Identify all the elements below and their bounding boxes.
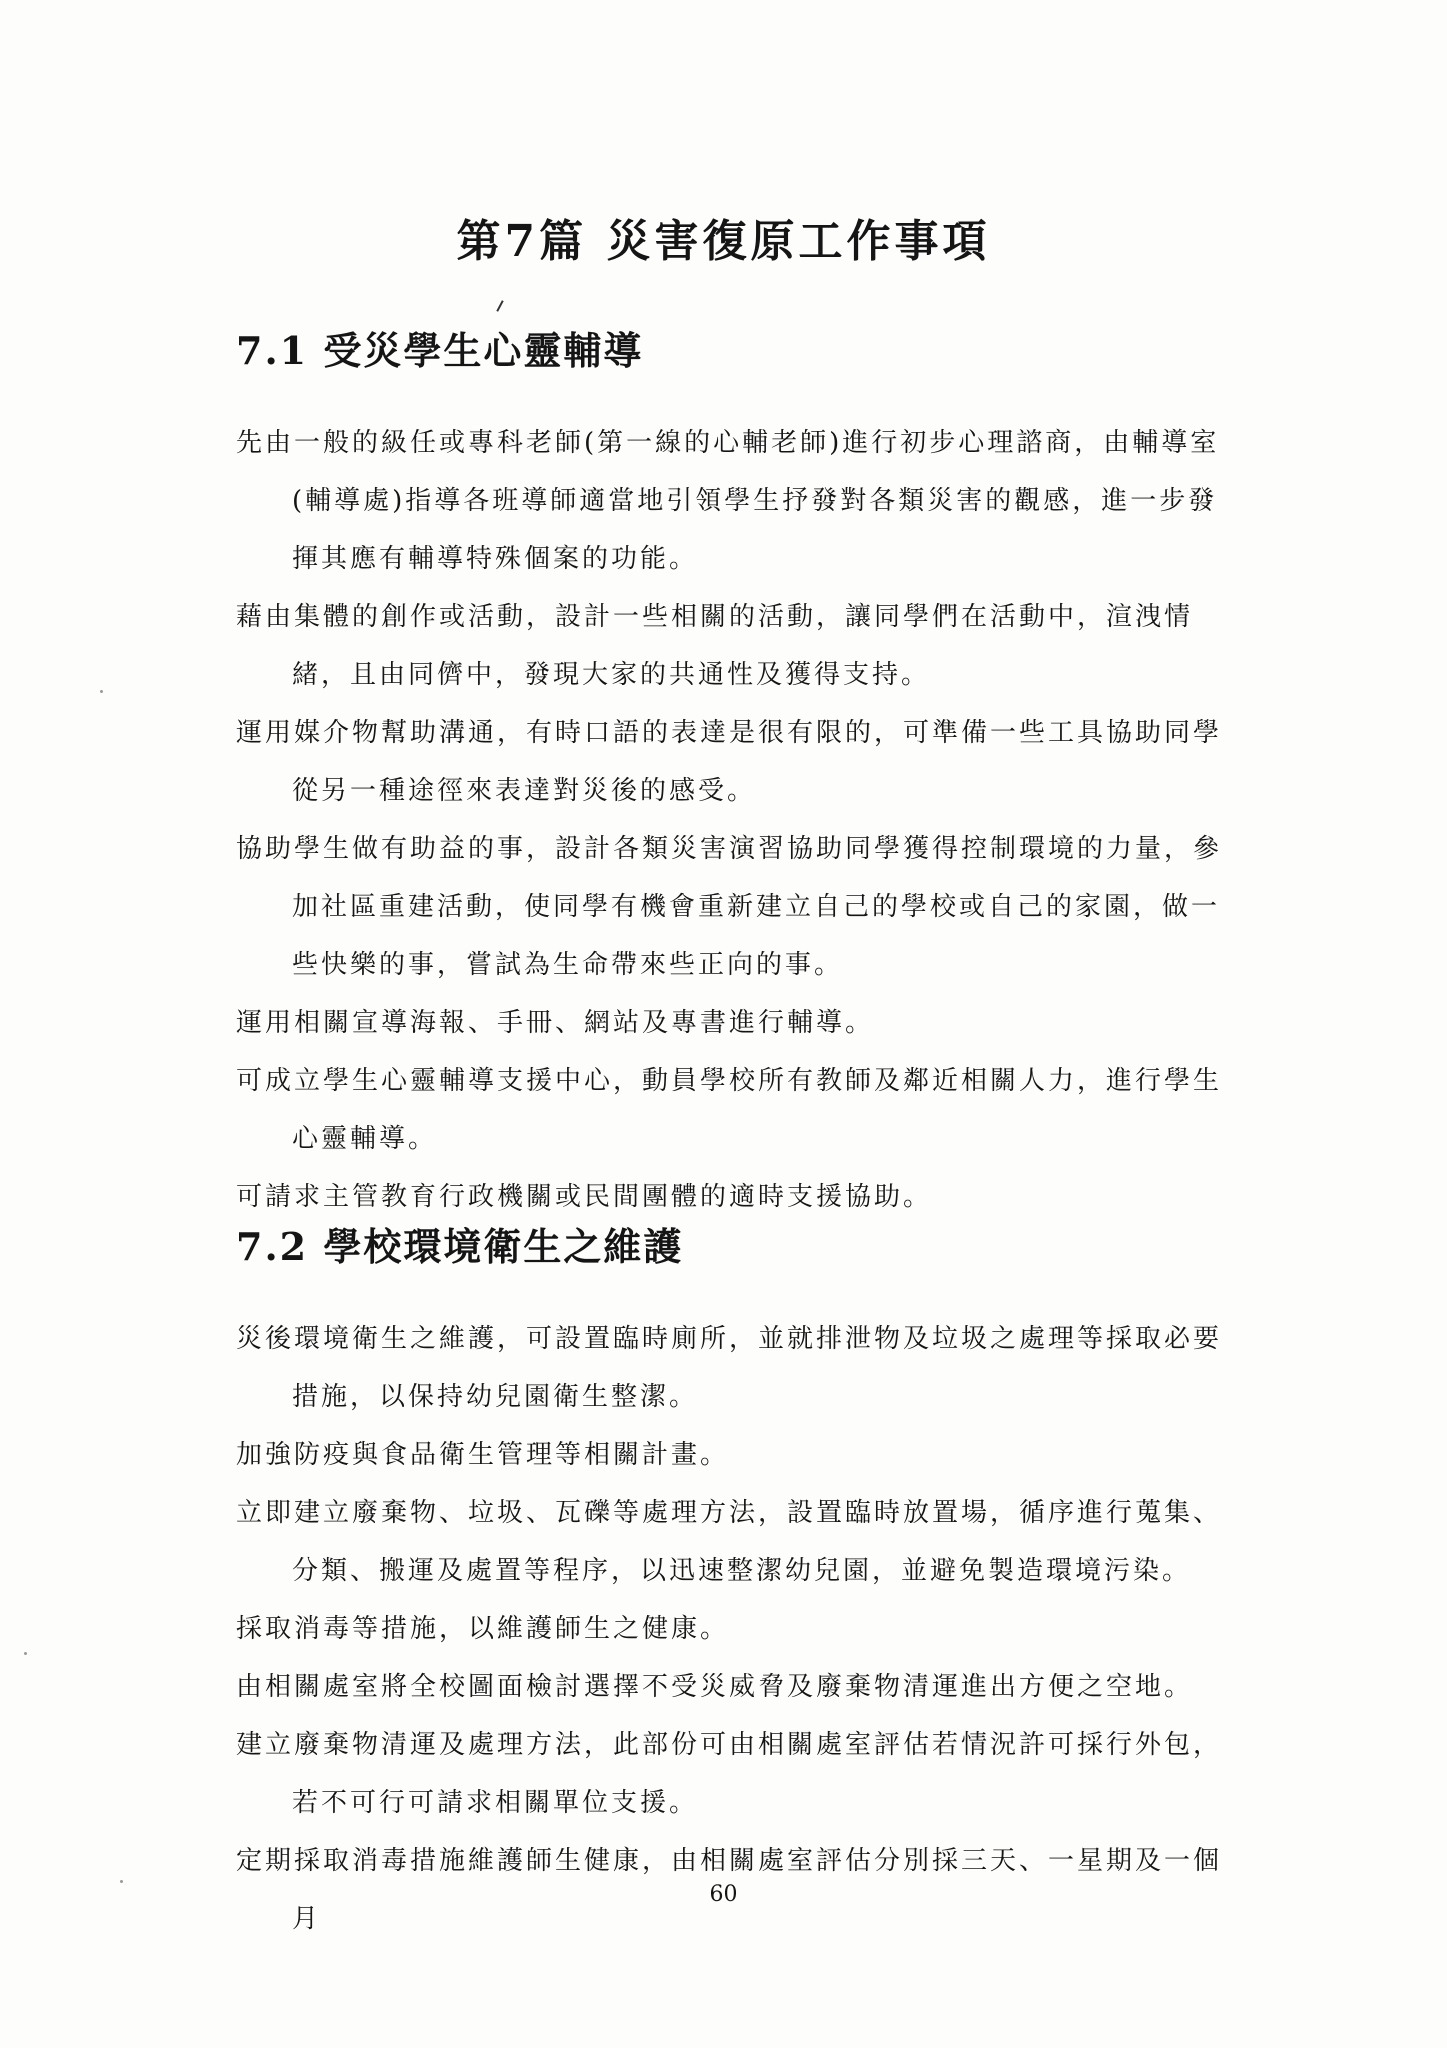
scan-speck [100, 690, 103, 693]
chapter-title: 第7篇 災害復原工作事項 [456, 216, 991, 267]
list-item: 協助學生做有助益的事，設計各類災害演習協助同學獲得控制環境的力量，參加社區重建活動，使同學有機會重新建立自己的學校或自己的家園，做一些快樂的事，嘗試為生命帶來些正向的事。 [236, 834, 1223, 980]
list-item: 運用相關宣導海報、手冊、網站及專書進行輔導。 [236, 1008, 875, 1038]
page-number: 60 [709, 1882, 738, 1907]
list-item: 定期採取消毒措施維護師生健康，由相關處室評估分別採三天、一星期及一個月 [236, 1846, 1223, 1934]
list-item: 可成立學生心靈輔導支援中心，動員學校所有教師及鄰近相關人力，進行學生心靈輔導。 [236, 1066, 1223, 1154]
section-title-7-1: 7.1 受災學生心靈輔導 [236, 328, 644, 373]
list-item: 運用媒介物幫助溝通，有時口語的表達是很有限的，可準備一些工具協助同學從另一種途徑來表達對災後的感受。 [236, 718, 1223, 806]
list-item: 可請求主管教育行政機關或民間團體的適時支援協助。 [236, 1182, 933, 1212]
scan-speck [24, 1652, 27, 1655]
section-7-2-list [236, 1310, 1246, 1948]
list-item: 藉由集體的創作或活動，設計一些相關的活動，讓同學們在活動中，渲洩情緒，且由同儕中，發現大家的共通性及獲得支持。 [236, 602, 1194, 690]
stray-ink-mark [496, 300, 503, 312]
list-item: 立即建立廢棄物、垃圾、瓦礫等處理方法，設置臨時放置場，循序進行蒐集、分類、搬運及處置等程序，以迅速整潔幼兒園，並避免製造環境污染。 [236, 1498, 1223, 1586]
section-title-7-2: 7.2 學校環境衛生之維護 [236, 1224, 684, 1269]
list-item: 採取消毒等措施，以維護師生之健康。 [236, 1614, 730, 1644]
list-item: 由相關處室將全校圖面檢討選擇不受災威脅及廢棄物清運進出方便之空地。 [236, 1672, 1194, 1702]
list-item: 災後環境衛生之維護，可設置臨時廁所，並就排泄物及垃圾之處理等採取必要措施，以保持幼兒園衛生整潔。 [236, 1324, 1223, 1412]
section-7-1-list [236, 414, 1246, 1226]
list-item: 先由一般的級任或專科老師(第一線的心輔老師)進行初步心理諮商，由輔導室(輔導處)指導各班導師適當地引領學生抒發對各類災害的觀感，進一步發揮其應有輔導特殊個案的功能。 [236, 428, 1220, 574]
list-item: 建立廢棄物清運及處理方法，此部份可由相關處室評估若情況許可採行外包，若不可行可請求相關單位支援。 [236, 1730, 1223, 1818]
list-item: 加強防疫與食品衛生管理等相關計畫。 [236, 1440, 730, 1470]
